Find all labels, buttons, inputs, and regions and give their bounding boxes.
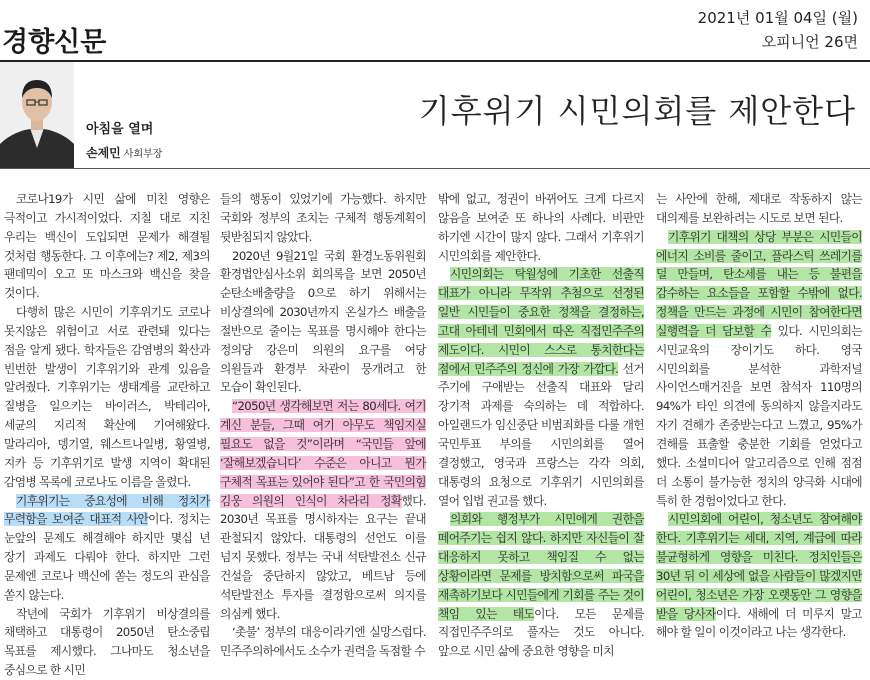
- body-column-3: [438, 190, 644, 661]
- highlighted-text: 의회와 행정부가 시민에게 권한을 떼어주기는 쉽지 않다. 하지만 자신들이 잘 대응하지 못하고 책임질 수 없는 상황이라면 문제를 방치함으로써 파국을 재촉하기보다 시민들에게 기회를 주는 것이 책임 있는 태도: [438, 512, 644, 621]
- body-paragraph: 작년에 국회가 기후위기 비상결의를 채택하고 대통령이 2050년 탄소중립 목표를 제시했다. 그나마도 청소년을 중심으로 한 시민: [4, 606, 210, 678]
- body-paragraph: [438, 265, 644, 510]
- body-paragraph: [438, 510, 644, 661]
- paragraph-text: 이다. 모든 문제를 직접민주주의로 풀자는 것도 아니다. 앞으로 시민 삶에 중요한 영향을 미치: [438, 606, 644, 659]
- paragraph-text: 이다. 정치는 눈앞의 문제도 해결해야 하지만 몇십 년 장기 과제도 다뤄야 한다. 하지만 그런 문제엔 코로나 백신에 쏟는 정도의 관심을 쏟지 않는다.: [4, 512, 210, 602]
- paragraph-text: 했다. 2030년 목표를 명시하자는 요구는 끝내 관철되지 않았다. 대통령의 선언도 이를 넘지 못했다. 정부는 국내 석탄발전소 신규 건설을 중단하지 않았고, 베트남 등에 석탄발전소 투자를 결정함으로써 의지를 의심케 했다.: [220, 493, 426, 621]
- author-photo: [0, 62, 74, 168]
- body-paragraph: [220, 397, 426, 623]
- paragraph-text: 있다. 시민의회는 시민교육의 장이기도 하다. 영국 시민의회를 분석한 과학저널 사이언스매거진을 보면 참석자 110명의 94%가 타인 의견에 동의하지 않을지라도 자기 견해가 존중받는다고 느꼈고, 95%가 견해를 표출할 충분한 기회를 얻었다고 했다. 소셜미디어 알고리즘으로 인해 점점 더 소통이 불가능한 정치의 양극화 시대에 특히 한 경험이었다고 한다.: [656, 323, 862, 508]
- article-headline: 기후위기 시민의회를 제안한다: [418, 92, 856, 130]
- paragraph-text: 이다. 새해에 더 미루지 말고 해야 할 일이 이것이라고 나는 생각한다.: [656, 606, 862, 640]
- issue-date: 2021년 01월 04일 (월): [697, 9, 858, 27]
- body-paragraph: 들의 행동이 있었기에 가능했다. 하지만 국회와 정부의 조치는 구체적 행동계획이 뒷받침되지 않았다.: [220, 192, 426, 244]
- body-column-4: [656, 190, 862, 642]
- highlighted-text: 시민의회는 탁월성에 기초한 선출직 대표가 아니라 무작위 추첨으로 선정된 일반 시민들이 중요한 정책을 결정하는, 고대 아테네 민회에서 따온 직접민주주의 제도이다. 시민이 스스로 통치한다는 점에서 민주주의 정신에 가장 가깝다.: [438, 267, 644, 376]
- newspaper-masthead: 경향신문: [2, 27, 107, 58]
- highlighted-text: “2050년 생각해보면 저는 80세다. 여기 계신 분들, 그때 여기 아무도 책임지실 필요도 없을 것”이라며 “국민들 앞에 ‘잘해보겠습니다’ 수준은 아니고 뭔가 구체적 목표는 있어야 된다”고 한 국민의힘 김웅 의원의 인식이 차라리 정확: [220, 399, 426, 508]
- body-paragraph: ‘촛불’ 정부의 대응이라기엔 실망스럽다. 민주주의하에서도 소수가 권력을 독점할 수: [220, 625, 426, 659]
- section-page: 오피니언 26면: [761, 33, 858, 51]
- body-column-1: [4, 190, 210, 680]
- paragraph-text: 선거 주기에 구애받는 선출직 대표와 달리 장기적 과제를 숙의하는 데 적합하다. 아일랜드가 임신중단 비범죄화를 다룰 개헌 국민투표 부의를 시민의회를 열어 결정했고, 영국과 프랑스는 각각 의회, 대통령의 요청으로 기후위기 시민의회를 열어 입법 권고를 했다.: [438, 361, 644, 508]
- highlighted-text: 기후위기 대책의 상당 부분은 시민들이 에너지 소비를 줄이고, 플라스틱 쓰레기를 덜 만들며, 탄소세를 내는 등 불편을 감수하는 요소들을 포함할 수밖에 없다. 정책을 만드는 과정에 시민이 참여한다면 실행력을 더 담보할 수: [656, 229, 862, 338]
- body-paragraph: 는 사안에 한해, 제대로 작동하지 않는 대의제를 보완하려는 시도로 보면 된다.: [656, 192, 862, 225]
- byline: [86, 144, 162, 161]
- header-rule: [0, 168, 870, 169]
- body-paragraph: [656, 228, 862, 511]
- body-paragraph: 다행히 많은 시민이 기후위기도 코로나 못지않은 위험이고 서로 관련돼 있다는 점을 알게 됐다. 학자들은 감염병의 확산과 빈번한 발생이 기후위기와 관계 있음을 알려줬다. 기후위기는 생태계를 교란하고 질병을 일으키는 바이러스, 박테리아, 세균의 지리적 확산에 기여해왔다. 말라리아, 뎅기열, 웨스트나일병, 황열병, 지카 등 기후위기로 발생 지역이 확대된 감염병 목록에 코로나도 이름을 올렸다.: [4, 305, 210, 489]
- masthead-rule: [0, 60, 870, 62]
- body-paragraph: [4, 492, 210, 605]
- body-paragraph: [656, 510, 862, 642]
- column-name: 아침을 열며: [86, 122, 154, 137]
- body-column-2: [220, 190, 426, 661]
- author-role: 사회부장: [123, 149, 163, 160]
- body-paragraph: 2020년 9월21일 국회 환경노동위원회 환경법안심사소위 회의록을 보면 2050년 순탄소배출량을 0으로 하기 위해서는 비상결의에 2030년까지 온실가스 배출을 절반으로 줄이는 목표를 명시해야 한다는 정의당 강은미 의원의 요구를 여당 의원들과 환경부 차관이 뭉개려고 한 모습이 확인된다.: [220, 248, 426, 395]
- dateline: [698, 6, 858, 54]
- body-paragraph: 코로나19가 시민 삶에 미친 영향은 극적이고 가시적이었다. 지칠 대로 지친 우리는 백신이 도입되면 문제가 해결될 것처럼 행동한다. 그 이후에는? 제2, 제3의 팬데믹이 오고 또 마스크와 백신을 찾을 것이다.: [4, 192, 210, 301]
- body-paragraph: 밖에 없고, 정권이 바뀌어도 크게 다르지 않음을 보여준 또 하나의 사례다. 비판만 하기엔 시간이 많지 않다. 그래서 기후위기 시민의회를 제안한다.: [438, 192, 644, 263]
- highlighted-text: 기후위기는 중요성에 비해 정치가 무력함을 보여준 대표적 사안: [4, 493, 210, 527]
- author-name: 손제민: [86, 146, 121, 160]
- highlighted-text: 시민의회에 어린이, 청소년도 참여해야 한다. 기후위기는 세대, 지역, 계급에 따라 불균형하게 영향을 미친다. 정치인들은 30년 뒤 이 세상에 없을 사람들이 많겠지만 어린이, 청소년은 가장 오랫동안 그 영향을 받을 당사자: [656, 512, 862, 621]
